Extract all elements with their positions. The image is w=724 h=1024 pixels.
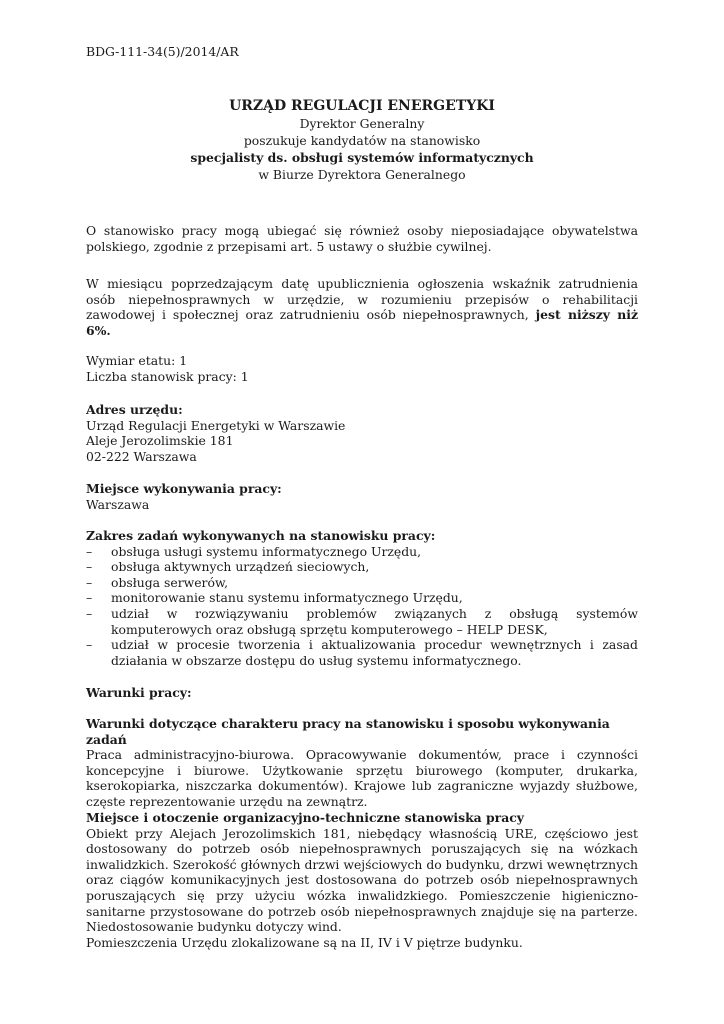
announcement-header (86, 97, 638, 183)
address-name: Urząd Regulacji Energetyki w Warszawie (86, 417, 346, 433)
list-item: – obsługa serwerów, (86, 574, 229, 590)
reference-number: BDG-111-34(5)/2014/AR (86, 44, 239, 59)
dash-bullet: – (86, 559, 93, 575)
liczba-stanowisk: Liczba stanowisk pracy: 1 (86, 368, 249, 384)
tasks-section (86, 528, 638, 668)
work-place-value: Warszawa (86, 496, 150, 512)
disability-paragraph (86, 276, 638, 338)
header-line-seeking: poszukuje kandydatów na stanowisko (243, 133, 481, 148)
organization-name: URZĄD REGULACJI ENERGETYKI (229, 98, 495, 114)
list-item: – obsługa usługi systemu informatycznego Urzędu, (86, 543, 422, 559)
disability-bold: jest niższy niż 6%. (86, 307, 638, 338)
list-item: – udział w rozwiązywaniu problemów związanych z obsługą systemów komputerowych oraz obsługą sprzętu komputerowego – HELP DESK, (86, 605, 638, 637)
list-item: – udział w procesie tworzenia i aktualizowania procedur wewnętrznych i zasad działania w obszarze dostępu do usług systemu informatycznego. (86, 637, 638, 668)
dash-bullet: – (86, 543, 93, 559)
dash-bullet: – (86, 637, 93, 653)
work-place-label: Miejsce wykonywania pracy: (86, 481, 282, 496)
position-title: specjalisty ds. obsługi systemów informatycznych (190, 150, 534, 165)
header-line-department: w Biurze Dyrektora Generalnego (258, 167, 466, 182)
tasks-list (86, 544, 638, 669)
address-label: Adres urzędu: (86, 402, 183, 417)
environment-label: Miejsce i otoczenie organizacyjno-techniczne stanowiska pracy (86, 810, 524, 825)
disability-text: W miesiącu poprzedzającym datę upublicznienia ogłoszenia wskaźnik zatrudnienia osób niepełnosprawnych w urzędzie, w rozumieniu przepisów o rehabilitacji zawodowej i społecznej oraz zatrudnieniu osób niepełnosprawnych, (86, 276, 638, 323)
wymiar-etatu: Wymiar etatu: 1 (86, 353, 188, 368)
office-address (86, 402, 638, 464)
work-character-label: Warunki dotyczące charakteru pracy na stanowisku i sposobu wykonywania zadań (86, 716, 610, 747)
header-line-director: Dyrektor Generalny (299, 116, 425, 131)
work-character-text: Praca administracyjno-biurowa. Opracowywanie dokumentów, prace i czynności koncepcyjne i biurowe. Użytkowanie sprzętu biurowego (komputer, drukarka, kserokopiarka, niszczarka dokumentów). Krajowe lub zagraniczne wyjazdy służbowe, częste reprezentowanie urzędu na zewnątrz. (86, 747, 638, 809)
environment-last-line: Pomieszczenia Urzędu zlokalizowane są na II, IV i V piętrze budynku. (86, 934, 523, 950)
list-item: – obsługa aktywnych urządzeń sieciowych, (86, 559, 370, 575)
address-city: 02-222 Warszawa (86, 448, 197, 464)
position-details (86, 353, 638, 384)
environment-section (86, 810, 638, 950)
citizenship-paragraph: O stanowisko pracy mogą ubiegać się również osoby nieposiadające obywatelstwa polskiego, zgodnie z przepisami art. 5 ustawy o służbie cywilnej. (86, 223, 638, 254)
tasks-label: Zakres zadań wykonywanych na stanowisku pracy: (86, 528, 436, 543)
conditions-label: Warunki pracy: (86, 685, 192, 700)
list-item: – monitorowanie stanu systemu informatycznego Urzędu, (86, 590, 463, 606)
work-character-section (86, 716, 638, 810)
environment-text: Obiekt przy Alejach Jerozolimskich 181, niebędący własnością URE, częściowo jest dostosowany do potrzeb osób niepełnosprawnych poruszających się na wózkach inwalidzkich. Szerokość głównych drzwi wejściowych do budynku, drzwi wewnętrznych oraz ciągów komunikacyjnych jest dostosowana do potrzeb osób niepełnosprawnych poruszających się przy użyciu wózka inwalidzkiego. Pomieszczenie higieniczno-sanitarne przystosowane do potrzeb osób niepełnosprawnych znajduje się na parterze. Niedostosowanie budynku dotyczy wind. (86, 825, 638, 935)
work-place (86, 481, 638, 512)
dash-bullet: – (86, 605, 93, 621)
dash-bullet: – (86, 574, 93, 590)
address-street: Aleje Jerozolimskie 181 (86, 433, 234, 449)
dash-bullet: – (86, 590, 93, 606)
